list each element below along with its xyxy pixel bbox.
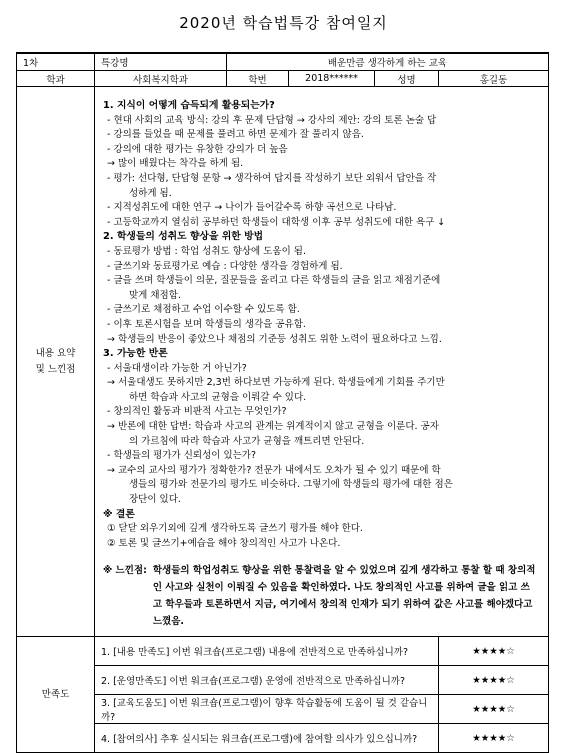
summary-line: → 반론에 대한 답변: 학습과 사고의 관계는 위계적이지 않고 균형을 이룬다. 공자 [107,421,439,433]
session-number: 1차 [17,53,95,71]
summary-line: ② 토론 및 글쓰기+예습을 해야 창의적인 사고가 나온다. [107,537,341,549]
satisfaction-question-4: 4. [참여의사] 추후 실시되는 워크숍(프로그램)에 참여할 의사가 있으십니까? [95,724,439,753]
summary-line: - 동료평가 방법 : 학업 성취도 향상에 도움이 됨. [107,245,306,257]
summary-line: 의 가르침에 따라 학습과 사고가 균형을 깨트리면 안된다. [129,435,365,447]
impression [103,562,538,630]
summary-line: - 창의적인 활동과 비판적 사고는 무엇인가? [107,406,287,418]
summary-line: - 지적성취도에 대한 연구 → 나이가 들어갈수록 하향 곡선으로 나타남. [107,202,397,214]
summary-line: 맞게 채점함. [129,289,181,301]
summary-line: - 학생들의 평가가 신뢰성이 있는가? [107,450,257,462]
satisfaction-rating-1[interactable]: ★★★★☆ [439,637,549,666]
student-id-value: 2018****** [289,71,375,87]
satisfaction-label: 만족도 [17,637,95,753]
section-3-body [103,362,538,508]
summary-line: 생들의 평가와 전문가의 평가도 비슷하다. 그렇기에 학생들의 평가에 대한 점은 [129,479,453,491]
section-1-title: 1. 지식이 어떻게 습득되게 활용되는가? [103,100,275,111]
summary-line: - 강의를 들었을 때 문제를 풀려고 하면 문제가 잘 풀리지 않음. [107,129,364,141]
summary-line: - 서울대생이라 가능한 거 아닌가? [107,362,247,374]
satisfaction-rating-2[interactable]: ★★★★☆ [439,666,549,695]
summary-line: - 이후 토론시험을 보며 학생들의 생각을 공유함. [107,318,306,330]
satisfaction-question-3: 3. [교육도움도] 이번 워크숍(프로그램)이 향후 학습활동에 도움이 될 것 같습니까? [95,695,439,724]
content-summary-label-text: 내용 요약 및 느낀점 [35,347,76,375]
summary-line: - 고등학교까지 열심히 공부하던 학생들이 대학생 이후 공부 성취도에 대한 욕구 ↓ [107,216,446,228]
impression-text: 학생들의 학업성취도 향상을 위한 통찰력을 알 수 있었으며 깊게 생각하고 통찰 할 때 창의적인 사고와 실천이 이뤄질 수 있음을 확인하였다. 나도 창의적인 사고를 위하여 글을 읽고 쓰고 학우들과 토론하면서 지금, 여기에서 창의적 인재가 되기 위하여 값은 사고를 해야겠다고 느꼈음. [152,565,536,628]
summary-line: 하면 학습과 사고의 균형을 이뤄갈 수 있다. [129,391,307,403]
summary-line: → 서울대생도 못하지만 2,3번 하다보면 가능하게 된다. 학생들에게 기회를 주기만 [107,377,445,389]
name-value: 홍길동 [439,71,549,87]
lecture-name-label: 특강명 [95,53,227,71]
summary-line: 성하게 됨. [129,187,172,199]
summary-line: - 평가: 선다형, 단답형 문항 → 생각하여 답지를 작성하기 보단 외워서 답안을 작 [107,172,437,184]
summary-line: - 글쓰기로 채점하고 수업 이수할 수 있도록 함. [107,304,300,316]
summary-line: - 현대 사회의 교육 방식: 강의 후 문제 단답형 → 강사의 제안: 강의 토론 논술 답 [107,114,437,126]
summary-line: 장단이 있다. [129,494,181,506]
department-value: 사회복지학과 [95,71,227,87]
satisfaction-rating-4[interactable]: ★★★★☆ [439,724,549,753]
participation-log-table [16,52,549,753]
summary-line: → 교수의 교사의 평가가 정확한가? 전문가 내에서도 오차가 될 수 있기 때문에 학 [107,464,441,476]
lecture-name: 배운만큼 생각하게 하는 교육 [227,53,549,71]
section-3-title: 3. 가능한 반론 [103,348,168,360]
summary-line: - 글쓰기와 동료평가로 예습 : 다양한 생각을 경험하게 됨. [107,260,343,272]
page-title: 2020년 학습법특강 참여일지 [179,14,388,32]
content-summary [95,87,549,637]
content-summary-label [17,87,95,637]
section-2-body [103,245,538,347]
impression-label: ※ 느낀점: [103,565,147,577]
department-label: 학과 [17,71,95,87]
summary-line: → 학생들의 반응이 좋았으나 채점의 기준등 성취도 위한 노력이 필요하다고 느낌. [107,333,442,345]
section-2-title: 2. 학생들의 성취도 향상을 위한 방법 [103,231,264,243]
conclusion-title: ※ 결론 [103,508,135,520]
satisfaction-question-2: 2. [운영만족도] 이번 워크숍(프로그램) 운영에 전반적으로 만족하십니까? [95,666,439,695]
student-id-label: 학번 [227,71,289,87]
satisfaction-rating-3[interactable]: ★★★★☆ [439,695,549,724]
summary-line: → 많이 배웠다는 착각을 하게 됨. [107,158,244,170]
summary-line: - 글을 쓰며 학생들이 의문, 질문들을 올리고 다른 학생들의 글을 읽고 채점기준에 [107,275,441,287]
summary-line: - 강의에 대한 평가는 유창한 강의가 더 높음 [107,143,288,155]
summary-line: ① 닫닫 외우기외에 깊게 생각하도록 글쓰기 평가를 해야 한다. [107,523,363,535]
satisfaction-question-1: 1. [내용 만족도] 이번 워크숍(프로그램) 내용에 전반적으로 만족하십니까? [95,637,439,666]
conclusion-body [103,522,538,551]
section-1-body [103,114,538,231]
name-label: 성명 [375,71,439,87]
